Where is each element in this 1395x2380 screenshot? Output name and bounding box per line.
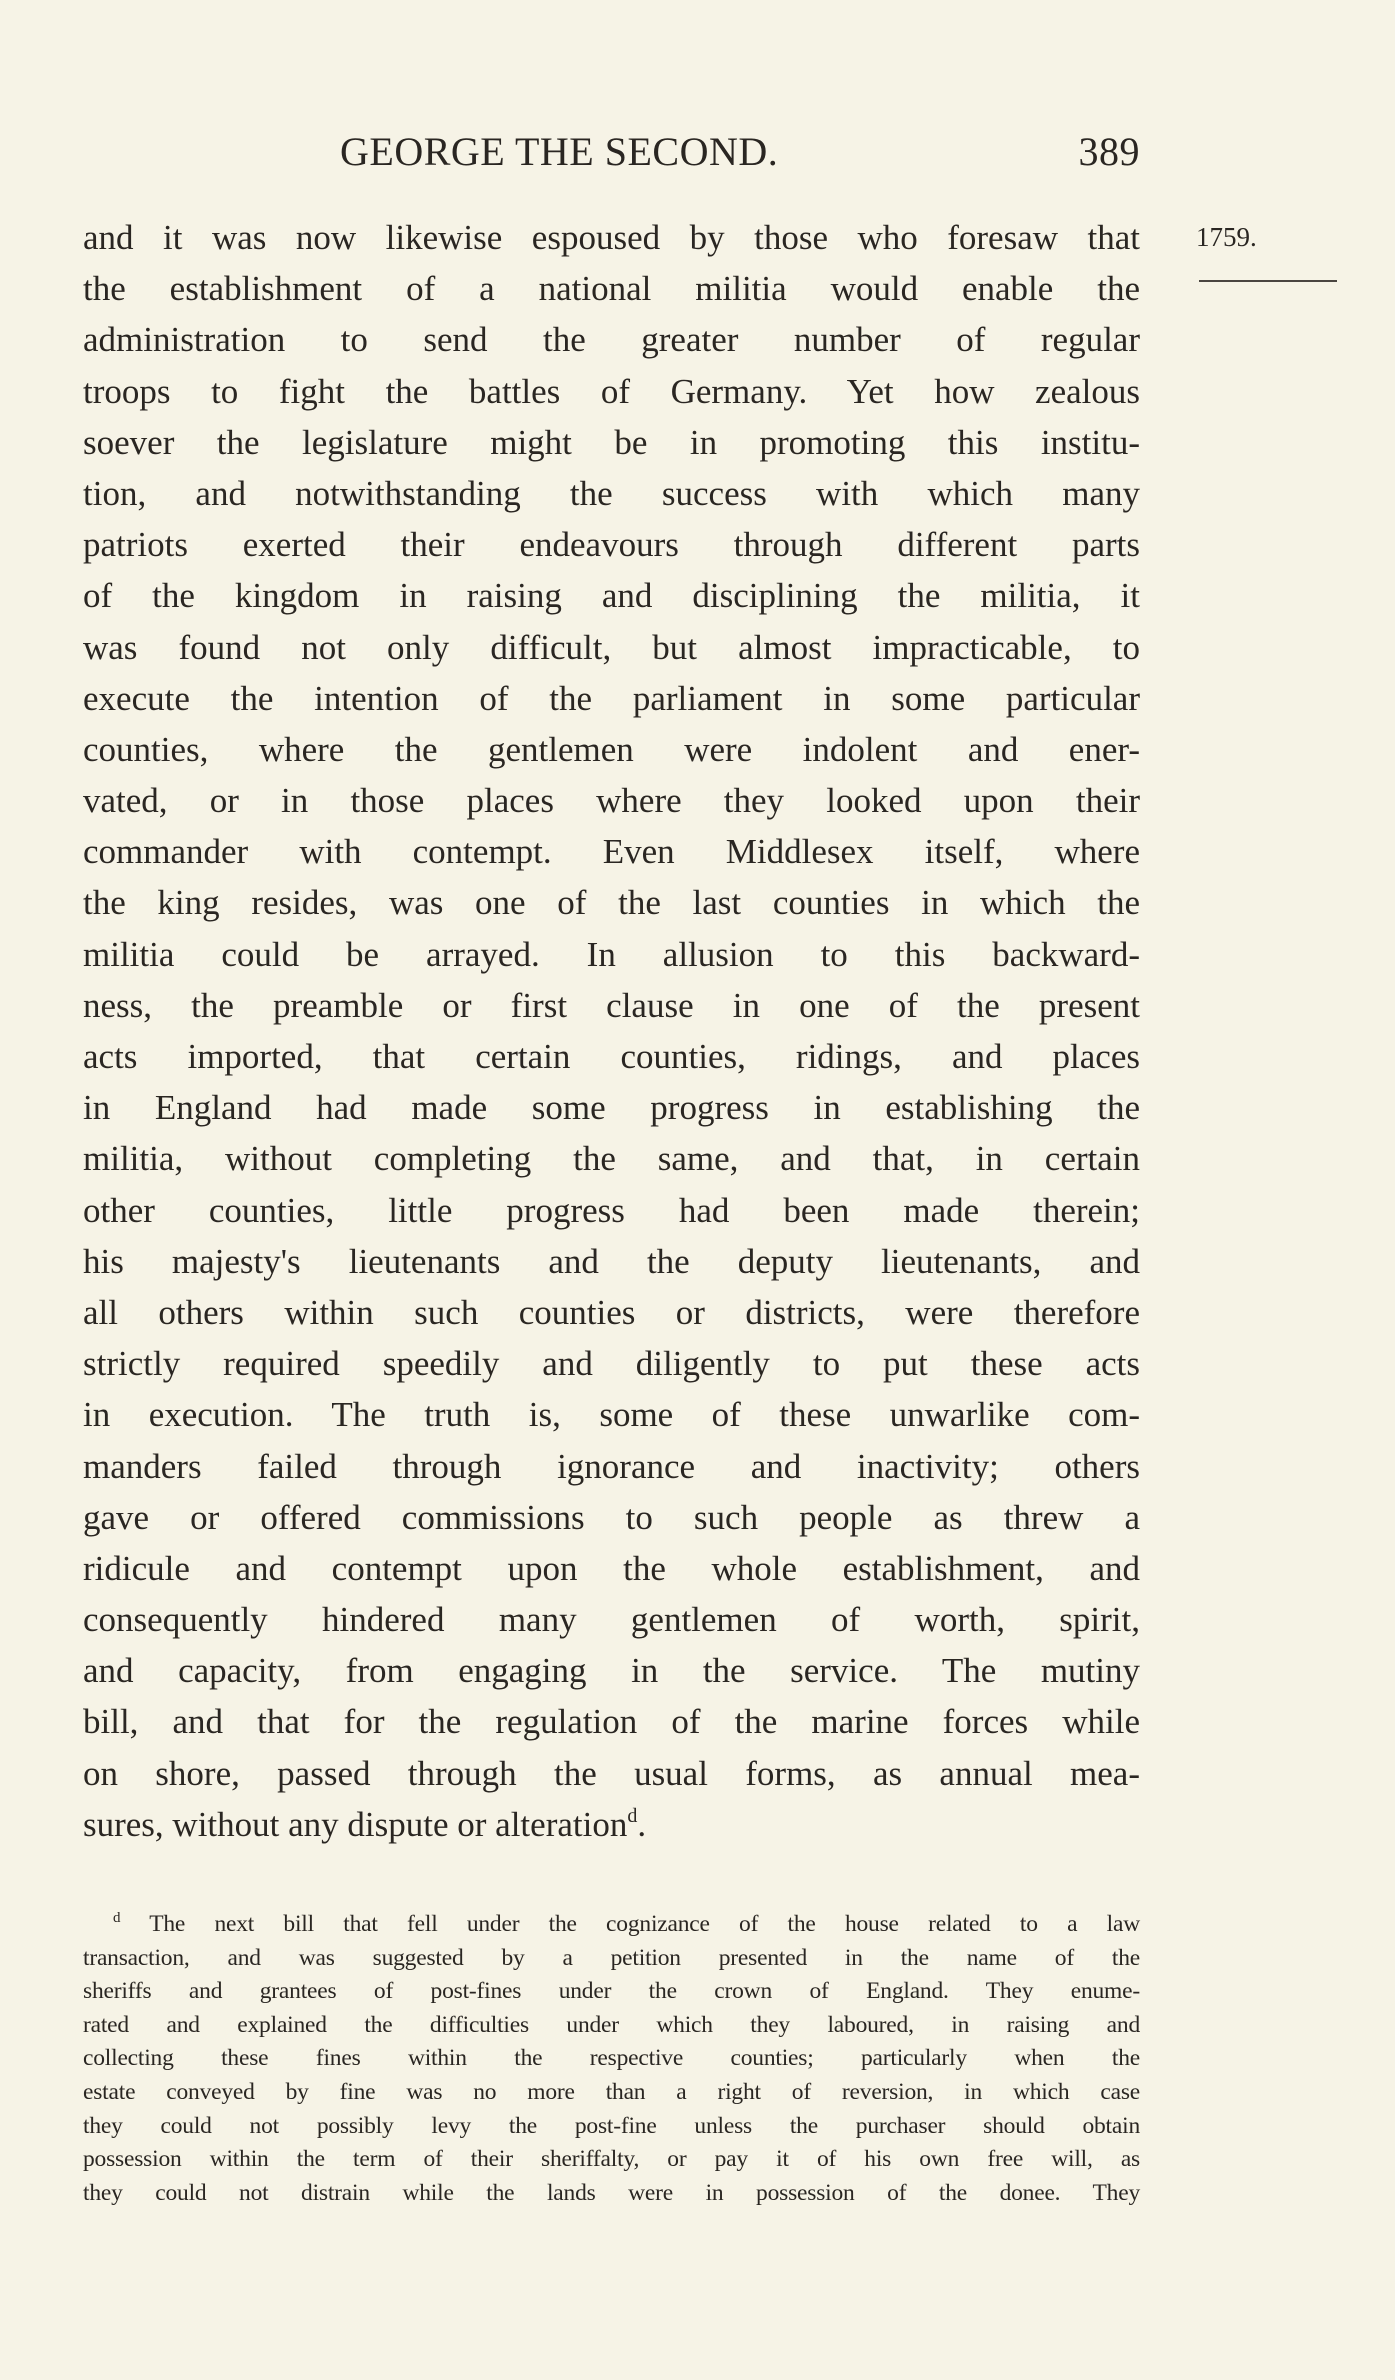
body-line-text: patriots exerted their endeavours through different parts — [83, 525, 1140, 565]
body-line-text: counties, where the gentlemen were indolent and ener- — [83, 729, 1140, 769]
body-line — [83, 775, 1140, 826]
footnote-line-text: The next bill that fell under the cognizance of the house related to a law — [149, 1911, 1140, 1937]
body-line — [83, 1748, 1140, 1799]
footnote-line — [83, 1908, 1140, 1942]
body-line — [83, 468, 1140, 519]
body-line-text: and it was now likewise espoused by those who foresaw that — [83, 218, 1140, 257]
footnote-line-text: sheriffs and grantees of post-fines under the crown of England. They enume- — [83, 1978, 1140, 2005]
body-line-text: consequently hindered many gentlemen of worth, spirit, — [83, 1600, 1140, 1640]
body-line-text: other counties, little progress had been made therein; — [83, 1190, 1140, 1230]
body-line — [83, 263, 1140, 314]
footnote-line-text: they could not possibly levy the post-fine unless the purchaser should obtain — [83, 2112, 1140, 2139]
body-line — [83, 519, 1140, 570]
body-line — [83, 724, 1140, 775]
body-line-text: all others within such counties or districts, were therefore — [83, 1292, 1140, 1332]
body-text — [83, 212, 1140, 1850]
footnote-line-text: transaction, and was suggested by a petition presented in the name of the — [83, 1944, 1140, 1971]
body-line-text: ridicule and contempt upon the whole establishment, and — [83, 1548, 1140, 1588]
body-line-text: his majesty's lieutenants and the deputy lieutenants, and — [83, 1241, 1140, 1281]
page-number: 389 — [1078, 129, 1140, 174]
body-line — [83, 980, 1140, 1031]
body-line-text: the establishment of a national militia would enable the — [83, 269, 1140, 309]
body-line-text: bill, and that for the regulation of the marine forces while — [83, 1702, 1140, 1742]
body-line — [83, 1799, 1140, 1850]
body-line-text: the king resides, was one of the last counties in which the — [83, 883, 1140, 923]
body-line — [83, 673, 1140, 724]
body-line-text: acts imported, that certain counties, ridings, and places — [83, 1037, 1140, 1076]
body-line-text: and capacity, from engaging in the service. The mutiny — [83, 1651, 1140, 1691]
body-line — [83, 212, 1140, 263]
footnote-line-text: rated and explained the difficulties under which they laboured, in raising and — [83, 2011, 1140, 2038]
footnote-line-text: estate conveyed by fine was no more than a right of reversion, in which case — [83, 2078, 1140, 2105]
body-line — [83, 1492, 1140, 1543]
body-line-text: militia, without completing the same, and that, in certain — [83, 1139, 1140, 1179]
body-line — [83, 1031, 1140, 1082]
body-line-text: gave or offered commissions to such people as threw a — [83, 1497, 1140, 1537]
footnote-line — [83, 1975, 1140, 2009]
body-line-text: ness, the preamble or first clause in one of the present — [83, 985, 1140, 1025]
body-line — [83, 1594, 1140, 1645]
sentence-end: . — [637, 1804, 647, 1844]
body-line-text: of the kingdom in raising and disciplining the militia, it — [83, 576, 1140, 616]
body-line — [83, 417, 1140, 468]
footnote-line — [83, 2143, 1140, 2177]
footnote — [83, 1908, 1140, 2210]
footnote-line — [83, 2110, 1140, 2144]
footnote-line — [83, 2042, 1140, 2076]
body-line — [83, 366, 1140, 417]
body-line — [83, 1389, 1140, 1440]
footnote-line — [83, 2076, 1140, 2110]
body-line-text: tion, and notwithstanding the success with which many — [83, 473, 1140, 513]
body-line — [83, 877, 1140, 928]
body-line — [83, 1441, 1140, 1492]
body-line — [83, 1082, 1140, 1133]
body-line-text: was found not only difficult, but almost impracticable, to — [83, 627, 1140, 667]
footnote-line — [83, 2177, 1140, 2211]
body-line-text: vated, or in those places where they looked upon their — [83, 781, 1140, 821]
body-line-text: militia could be arrayed. In allusion to this backward- — [83, 934, 1140, 974]
body-line — [83, 1338, 1140, 1389]
body-line-text: on shore, passed through the usual forms, as annual mea- — [83, 1753, 1140, 1793]
body-line — [83, 1543, 1140, 1594]
running-title: GEORGE THE SECOND. — [340, 129, 779, 174]
body-line — [83, 570, 1140, 621]
footnote-reference: d — [627, 1804, 638, 1827]
body-line-text: sures, without any dispute or alteration — [83, 1804, 628, 1844]
body-line-text: troops to fight the battles of Germany. Yet how zealous — [83, 371, 1140, 411]
body-line-text: in execution. The truth is, some of these unwarlike com- — [83, 1395, 1140, 1435]
footnote-mark: d — [113, 1910, 121, 1926]
body-line-text: soever the legislature might be in promoting this institu- — [83, 422, 1140, 462]
footnote-line-text: they could not distrain while the lands were in possession of the donee. They — [83, 2179, 1140, 2206]
body-line — [83, 1645, 1140, 1696]
body-line — [83, 1133, 1140, 1184]
body-line — [83, 929, 1140, 980]
body-line — [83, 1696, 1140, 1747]
body-line-text: administration to send the greater number of regular — [83, 320, 1140, 360]
footnote-line-text: possession within the term of their sheriffalty, or pay it of his own free will, as — [83, 2146, 1140, 2173]
body-line — [83, 1287, 1140, 1338]
margin-rule — [1199, 280, 1337, 282]
body-line-text: strictly required speedily and diligently to put these acts — [83, 1344, 1140, 1384]
body-line-text: manders failed through ignorance and inactivity; others — [83, 1446, 1140, 1486]
body-line — [83, 314, 1140, 365]
body-line-text: execute the intention of the parliament in some particular — [83, 678, 1140, 718]
body-line — [83, 622, 1140, 673]
body-line — [83, 826, 1140, 877]
footnote-line — [83, 1942, 1140, 1976]
footnote-line-text: collecting these fines within the respective counties; particularly when the — [83, 2045, 1140, 2072]
body-line-text: in England had made some progress in establishing the — [83, 1088, 1140, 1128]
footnote-line — [83, 2009, 1140, 2043]
margin-year: 1759. — [1196, 222, 1257, 252]
body-line — [83, 1236, 1140, 1287]
body-line-text: commander with contempt. Even Middlesex itself, where — [83, 832, 1140, 872]
body-line — [83, 1185, 1140, 1236]
